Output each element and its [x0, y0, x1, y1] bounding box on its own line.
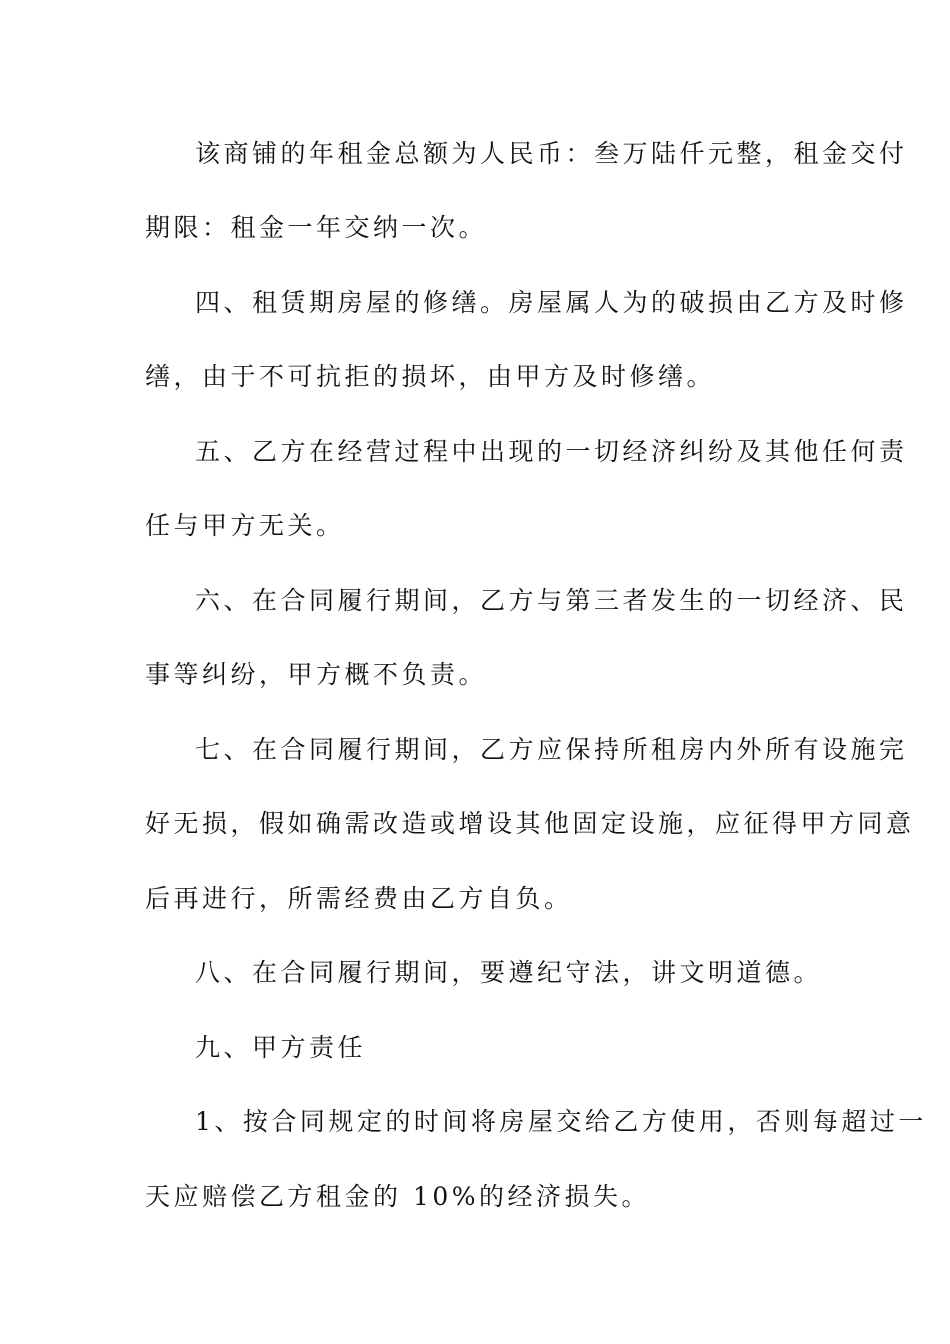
section-heading-party-a-duties: 九、甲方责任	[195, 1033, 367, 1062]
paragraph-seven-line-2: 好无损，假如确需改造或增设其他固定设施，应征得甲方同意	[145, 809, 915, 838]
paragraph-four-line-1: 四、租赁期房屋的修缮。房屋属人为的破损由乙方及时修	[195, 288, 908, 317]
paragraph-duty-one-line-2: 天应赔偿乙方租金的 10%的经济损失。	[145, 1182, 651, 1211]
paragraph-seven-line-3: 后再进行，所需经费由乙方自负。	[145, 884, 573, 913]
paragraph-rent-amount-line-1: 该商铺的年租金总额为人民币：叁万陆仟元整，租金交付	[195, 139, 908, 168]
paragraph-four-line-2: 缮，由于不可抗拒的损坏，由甲方及时修缮。	[145, 362, 716, 391]
paragraph-duty-one-line-1: 1、按合同规定的时间将房屋交给乙方使用，否则每超过一	[195, 1107, 927, 1136]
paragraph-rent-amount-line-2: 期限：租金一年交纳一次。	[145, 213, 488, 242]
paragraph-six-line-2: 事等纠纷，甲方概不负责。	[145, 660, 488, 689]
paragraph-six-line-1: 六、在合同履行期间，乙方与第三者发生的一切经济、民	[195, 586, 908, 615]
paragraph-eight: 八、在合同履行期间，要遵纪守法，讲文明道德。	[195, 958, 823, 987]
paragraph-five-line-1: 五、乙方在经营过程中出现的一切经济纠纷及其他任何责	[195, 437, 908, 466]
paragraph-seven-line-1: 七、在合同履行期间，乙方应保持所租房内外所有设施完	[195, 735, 908, 764]
paragraph-five-line-2: 任与甲方无关。	[145, 511, 345, 540]
